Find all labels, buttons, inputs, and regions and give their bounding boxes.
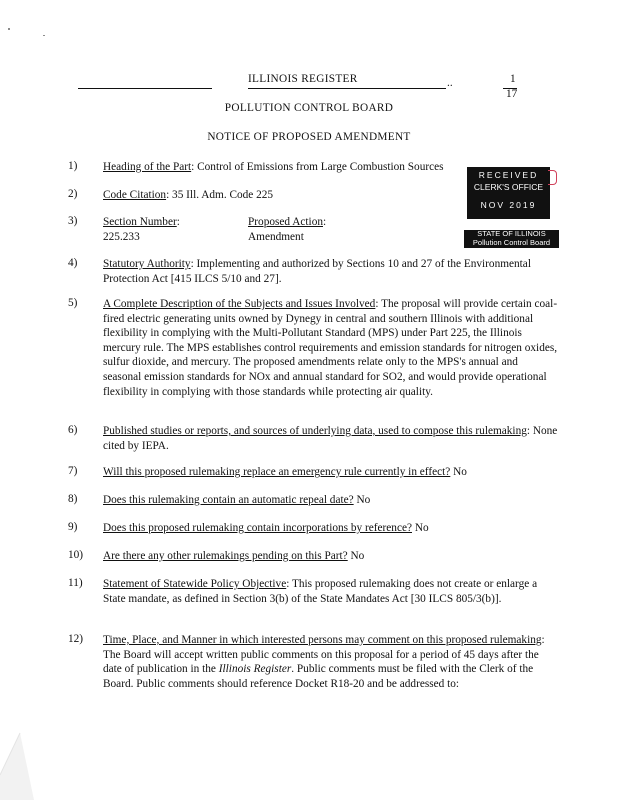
item-3-label: Section Number bbox=[103, 216, 177, 228]
stamp-line-5: Pollution Control Board bbox=[472, 237, 551, 247]
item-3-value: 225.233 bbox=[103, 230, 140, 243]
item-12-label: Time, Place, and Manner in which interested persons may comment on this proposed rulemaking bbox=[103, 634, 542, 646]
item-9 bbox=[103, 521, 558, 536]
item-3-value2: Amendment bbox=[248, 230, 304, 243]
item-number-7: 7) bbox=[68, 465, 78, 477]
red-scan-mark bbox=[548, 170, 557, 185]
item-4-label: Statutory Authority bbox=[103, 258, 191, 270]
item-11-text: : This proposed rulemaking does not create or enlarge a State mandate, as defined in Section 3(b) of the State Mandates Act [30 ILCS 805/3(b)]. bbox=[103, 578, 538, 605]
notice-title: NOTICE OF PROPOSED AMENDMENT bbox=[207, 131, 411, 143]
board-title: POLLUTION CONTROL BOARD bbox=[224, 102, 394, 114]
stamp-line-2: CLERK'S OFFICE bbox=[473, 182, 544, 192]
item-10-text: No bbox=[347, 550, 365, 562]
scan-speck bbox=[8, 28, 10, 30]
item-number-9: 9) bbox=[68, 521, 78, 533]
item-4-text: : Implementing and authorized by Sections 10 and 27 of the Environmental Protection Act [415 ILCS 5/10 and 27]. bbox=[103, 258, 531, 285]
item-number-10: 10) bbox=[68, 549, 84, 561]
item-11 bbox=[103, 577, 558, 606]
item-9-label: Does this proposed rulemaking contain incorporations by reference? bbox=[103, 522, 412, 534]
item-12-text-1: : The Board will accept written public comments on this proposal for a period of 45 days after the date of publication in the bbox=[103, 634, 545, 676]
page-subnumber: 17 bbox=[506, 88, 518, 100]
item-number-3: 3) bbox=[68, 215, 78, 227]
item-number-11: 11) bbox=[68, 577, 83, 589]
item-7-text: No bbox=[450, 466, 467, 478]
register-dots: .. bbox=[447, 77, 453, 89]
page-number: 1 bbox=[510, 73, 516, 85]
item-12-italic: Illinois Register bbox=[218, 663, 292, 676]
item-number-12: 12) bbox=[68, 633, 84, 645]
item-8 bbox=[103, 493, 558, 508]
item-1-text: : Control of Emissions from Large Combustion Sources bbox=[191, 161, 444, 173]
item-number-5: 5) bbox=[68, 297, 78, 309]
item-10 bbox=[103, 549, 558, 564]
item-number-2: 2) bbox=[68, 188, 78, 200]
item-4 bbox=[103, 257, 558, 286]
item-7-label: Will this proposed rulemaking replace an emergency rule currently in effect? bbox=[103, 466, 451, 478]
header-rule-right bbox=[248, 88, 446, 89]
received-stamp bbox=[467, 167, 550, 219]
item-10-label: Are there any other rulemakings pending on this Part? bbox=[103, 550, 348, 562]
scan-speck bbox=[43, 35, 45, 36]
item-5 bbox=[103, 297, 558, 399]
item-number-1: 1) bbox=[68, 160, 78, 172]
item-3-action: Proposed Action: Amendment bbox=[248, 216, 327, 243]
item-9-text: No bbox=[412, 522, 429, 534]
item-8-label: Does this rulemaking contain an automatic repeal date? bbox=[103, 494, 354, 506]
item-6-label: Published studies or reports, and sources of underlying data, used to compose this rulemaking bbox=[103, 425, 527, 437]
item-number-8: 8) bbox=[68, 493, 78, 505]
item-7 bbox=[103, 465, 558, 480]
item-5-text: : The proposal will provide certain coal-fired electric generating units owned by Dynegy in central and southern Illinois with additional flexibility in complying with the Multi-Pollutant Standard (MPS) under Part 225, the Illinois mercury rule. The MPS establishes control requirements and emission standards for nitrogen oxides, sulfur dioxide, and mercury. The proposed amendments relate only to the MPS's annual and seasonal emission standards for NOx and annual standard for SO2, and would provide operational flexibility in complying with those standards while protecting air quality. bbox=[103, 298, 558, 398]
item-number-6: 6) bbox=[68, 424, 78, 436]
stamp-line-4: STATE OF ILLINOIS bbox=[477, 230, 546, 238]
item-3-section: Section Number: 225.233 bbox=[103, 216, 180, 243]
header-rule-left bbox=[78, 88, 212, 89]
item-5-label: A Complete Description of the Subjects and Issues Involved bbox=[103, 298, 376, 310]
item-12-text-2: . Public comments must be filed with the Clerk of the Board. Public comments should reference Docket R18-20 and be addressed to: bbox=[103, 663, 534, 690]
item-6-text: : None cited by IEPA. bbox=[103, 425, 558, 452]
item-8-text: No bbox=[353, 494, 371, 506]
item-2-text: : 35 Ill. Adm. Code 225 bbox=[166, 189, 274, 201]
item-number-4: 4) bbox=[68, 257, 78, 269]
item-6 bbox=[103, 424, 558, 453]
item-11-label: Statement of Statewide Policy Objective bbox=[103, 578, 287, 590]
item-1-label: Heading of the Part bbox=[103, 161, 192, 173]
register-title: ILLINOIS REGISTER bbox=[248, 73, 358, 85]
item-12 bbox=[103, 633, 558, 691]
stamp-line-1: RECEIVED bbox=[478, 170, 539, 180]
page-fold-shadow bbox=[0, 715, 52, 800]
item-3-label2: Proposed Action bbox=[248, 216, 323, 228]
item-2-label: Code Citation bbox=[103, 189, 167, 201]
stamp-line-3: NOV 2019 bbox=[480, 200, 537, 210]
state-stamp bbox=[464, 230, 559, 248]
